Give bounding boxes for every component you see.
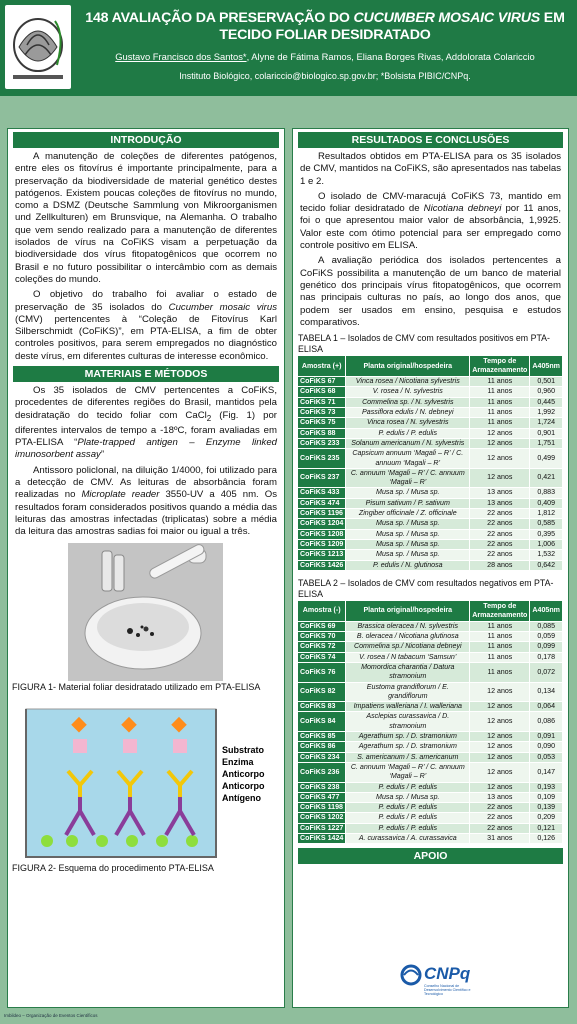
plant-cell: Brassica oleracea / N. sylvestris (346, 621, 470, 631)
table-row (298, 539, 563, 549)
absorbance-cell: 0,445 (530, 397, 563, 407)
left-column (7, 128, 285, 1008)
time-cell: 22 anos (470, 509, 530, 519)
poster-header (0, 0, 577, 96)
time-cell: 11 anos (470, 642, 530, 652)
time-cell: 12 anos (470, 762, 530, 782)
sample-id-cell: CoFiKS 474 (298, 498, 346, 508)
absorbance-cell: 0,901 (530, 428, 563, 438)
sample-id-cell: CoFiKS 76 (298, 662, 346, 682)
sample-id-cell: CoFiKS 1209 (298, 539, 346, 549)
cnpq-logo (400, 962, 480, 998)
table-row (298, 498, 563, 508)
sample-id-cell: CoFiKS 1198 (298, 803, 346, 813)
time-cell: 13 anos (470, 792, 530, 802)
plant-cell: Asclepias curassavica / D. stramonium (346, 712, 470, 732)
footer-credit: Imbildeo – Organização de Eventos Científicos (4, 1013, 98, 1018)
table-row (298, 519, 563, 529)
time-cell: 11 anos (470, 418, 530, 428)
section-heading-metodos: MATERIAIS E MÉTODOS (13, 366, 279, 382)
table-2-header: Tempo de Armazenamento (470, 600, 530, 621)
time-cell: 22 anos (470, 529, 530, 539)
time-cell: 11 anos (470, 662, 530, 682)
plant-cell: Musa sp. / Musa sp. (346, 529, 470, 539)
time-cell: 28 anos (470, 560, 530, 570)
sample-id-cell: CoFiKS 74 (298, 652, 346, 662)
absorbance-cell: 0,883 (530, 488, 563, 498)
table-row (298, 752, 563, 762)
time-cell: 22 anos (470, 803, 530, 813)
plant-cell: Agerathum sp. / D. stramonium (346, 732, 470, 742)
sample-id-cell: CoFiKS 71 (298, 397, 346, 407)
time-cell: 11 anos (470, 408, 530, 418)
table-row (298, 550, 563, 560)
sample-id-cell: CoFiKS 68 (298, 387, 346, 397)
time-cell: 11 anos (470, 377, 530, 387)
sample-id-cell: CoFiKS 88 (298, 428, 346, 438)
affiliation: Instituto Biológico, colariccio@biologico.sp.gov.br; *Bolsista PIBIC/CNPq. (179, 71, 471, 81)
absorbance-cell: 0,642 (530, 560, 563, 570)
absorbance-cell: 0,059 (530, 632, 563, 642)
table-row (298, 387, 563, 397)
time-cell: 12 anos (470, 682, 530, 702)
time-cell: 13 anos (470, 498, 530, 508)
cnpq-logo-subtitle: Conselho Nacional de Desenvolvimento Científico e Tecnológico (424, 984, 471, 997)
table-row (298, 560, 563, 570)
plant-cell: V. rosea / N. sylvestris (346, 387, 470, 397)
time-cell: 22 anos (470, 539, 530, 549)
plant-cell: Pisum sativum / P. sativum (346, 498, 470, 508)
table-row (298, 449, 563, 469)
table-row (298, 813, 563, 823)
absorbance-cell: 1,812 (530, 509, 563, 519)
absorbance-cell: 0,064 (530, 702, 563, 712)
results-paragraph-2: O isolado de CMV-maracujá CoFiKS 73, mantido em tecido foliar desidratado de Nicotiana debneyi por 11 anos, foi o que apresentou maior valor de absorbância, 1,9925. Valor este com ótimo potencial para ser empregado como controle positivo em ELISA. (300, 190, 561, 252)
plant-cell: P. edulis / P. edulis (346, 823, 470, 833)
plant-cell: B. oleracea / Nicotiana glutinosa (346, 632, 470, 642)
time-cell: 12 anos (470, 752, 530, 762)
label-substrato: Substrato (222, 744, 265, 755)
sample-id-cell: CoFiKS 236 (298, 762, 346, 782)
sample-id-cell: CoFiKS 84 (298, 712, 346, 732)
time-cell: 22 anos (470, 519, 530, 529)
absorbance-cell: 0,091 (530, 732, 563, 742)
sample-id-cell: CoFiKS 233 (298, 438, 346, 448)
label-antigeno: Antígeno (222, 792, 261, 803)
table-2-header: Planta original/hospedeira (346, 600, 470, 621)
sample-id-cell: CoFiKS 86 (298, 742, 346, 752)
time-cell: 12 anos (470, 449, 530, 469)
table-row (298, 682, 563, 702)
table-2-header: Amostra (-) (298, 600, 346, 621)
absorbance-cell: 1,992 (530, 408, 563, 418)
absorbance-cell: 0,960 (530, 387, 563, 397)
plant-cell: A. curassavica / A. curassavica (346, 834, 470, 844)
absorbance-cell: 0,421 (530, 468, 563, 488)
absorbance-cell: 0,585 (530, 519, 563, 529)
time-cell: 12 anos (470, 742, 530, 752)
time-cell: 12 anos (470, 712, 530, 732)
table-1-header: Planta original/hospedeira (346, 356, 470, 377)
absorbance-cell: 0,109 (530, 792, 563, 802)
time-cell: 31 anos (470, 834, 530, 844)
table-row (298, 792, 563, 802)
plant-cell: P. edulis / P. edulis (346, 803, 470, 813)
absorbance-cell: 0,072 (530, 662, 563, 682)
sample-id-cell: CoFiKS 238 (298, 782, 346, 792)
plant-cell: Agerathum sp. / D. stramonium (346, 742, 470, 752)
plant-cell: Musa sp. / Musa sp. (346, 792, 470, 802)
plant-cell: C. annuum ‘Magali – R’ / C. annuum ‘Magali – R’ (346, 468, 470, 488)
sample-id-cell: CoFiKS 433 (298, 488, 346, 498)
authors: Gustavo Francisco dos Santos*, Alyne de Fátima Ramos, Eliana Borges Rivas, Addolorata Colariccio (115, 51, 535, 62)
table-1-header: Amostra (+) (298, 356, 346, 377)
plant-cell: Musa sp. / Musa sp. (346, 519, 470, 529)
sample-id-cell: CoFiKS 1202 (298, 813, 346, 823)
table-row (298, 742, 563, 752)
sample-id-cell: CoFiKS 235 (298, 449, 346, 469)
table-row (298, 438, 563, 448)
table-2-header: A405nm (530, 600, 563, 621)
absorbance-cell: 0,121 (530, 823, 563, 833)
right-column (292, 128, 569, 1008)
sample-id-cell: CoFiKS 70 (298, 632, 346, 642)
absorbance-cell: 0,086 (530, 712, 563, 732)
table-1 (297, 355, 563, 571)
absorbance-cell: 0,099 (530, 642, 563, 652)
table-1-caption: TABELA 1 – Isolados de CMV com resultados positivos em PTA-ELISA (298, 333, 550, 355)
plant-cell: Commelina sp./ Nicotiana debneyi (346, 642, 470, 652)
time-cell: 11 anos (470, 632, 530, 642)
table-row (298, 428, 563, 438)
table-row (298, 488, 563, 498)
absorbance-cell: 0,139 (530, 803, 563, 813)
plant-cell: Commelina sp. / N. sylvestris (346, 397, 470, 407)
table-1-header: A405nm (530, 356, 563, 377)
plant-cell: P. edulis / P. edulis (346, 782, 470, 792)
plant-cell: V. rosea / N tabacum ‘Samsun’ (346, 652, 470, 662)
table-row (298, 642, 563, 652)
table-row (298, 662, 563, 682)
sample-id-cell: CoFiKS 477 (298, 792, 346, 802)
plant-cell: Zingiber officinale / Z. officinale (346, 509, 470, 519)
sample-id-cell: CoFiKS 73 (298, 408, 346, 418)
table-row (298, 762, 563, 782)
plant-cell: P. edulis / P. edulis (346, 813, 470, 823)
table-row (298, 621, 563, 631)
figure-1-photo (68, 543, 223, 681)
sample-id-cell: CoFiKS 1227 (298, 823, 346, 833)
intro-text (8, 151, 284, 363)
sample-id-cell: CoFiKS 1426 (298, 560, 346, 570)
label-anticorpo-1: Anticorpo (222, 768, 265, 779)
plant-cell: Passiflora edulis / N. debneyi (346, 408, 470, 418)
plant-cell: Solanum americanum / N. sylvestris (346, 438, 470, 448)
sample-id-cell: CoFiKS 237 (298, 468, 346, 488)
plant-cell: P. edulis / P. edulis (346, 428, 470, 438)
sample-id-cell: CoFiKS 67 (298, 377, 346, 387)
absorbance-cell: 0,209 (530, 813, 563, 823)
section-heading-apoio: APOIO (298, 848, 563, 864)
sample-id-cell: CoFiKS 69 (298, 621, 346, 631)
absorbance-cell: 0,147 (530, 762, 563, 782)
results-paragraph-1: Resultados obtidos em PTA-ELISA para os 35 isolados de CMV, mantidos na CoFiKS, são apresentados nas tabelas 1 e 2. (300, 151, 561, 187)
label-enzima: Enzima (222, 756, 254, 767)
methods-paragraph-2: Antissoro policlonal, na diluição 1/4000, foi utilizado para a detecção de CMV. As leituras de absorbância foram realizadas no Microplate reader 3550-UV a 405 nm. Os resultados foram considerados positivos quando a média das leituras das amostras infectadas (triplicatas) sobre a média da leitura das amostras sadias foi maior ou igual a três. (15, 464, 277, 538)
plant-cell: Capsicum annuum ‘Magali – R’ / C. annuum ‘Magali – R’ (346, 449, 470, 469)
absorbance-cell: 0,134 (530, 682, 563, 702)
plant-cell: Musa sp. / Musa sp. (346, 488, 470, 498)
sample-id-cell: CoFiKS 1204 (298, 519, 346, 529)
absorbance-cell: 1,751 (530, 438, 563, 448)
time-cell: 12 anos (470, 732, 530, 742)
label-anticorpo-2: Anticorpo (222, 780, 265, 791)
figure-1-caption: FIGURA 1- Material foliar desidratado utilizado em PTA-ELISA (12, 681, 261, 692)
sample-id-cell: CoFiKS 1424 (298, 834, 346, 844)
table-row (298, 823, 563, 833)
time-cell: 13 anos (470, 488, 530, 498)
absorbance-cell: 0,090 (530, 742, 563, 752)
time-cell: 22 anos (470, 813, 530, 823)
table-row (298, 468, 563, 488)
table-row (298, 408, 563, 418)
results-paragraph-3: A avaliação periódica dos isolados pertencentes a CoFiKS possibilita a manutenção de um banco de material genético dos principais vírus fitopatogênicos, que ocorrem nas principais culturas no país, ao longo dos anos, que podem ser usados em ensino, pesquisa e estudos comparativos. (300, 255, 561, 328)
plant-cell: S. americanum / S. americanum (346, 752, 470, 762)
table-2 (297, 600, 563, 845)
plant-cell: Vinca rosea / N. sylvestris (346, 418, 470, 428)
figure-2-caption: FIGURA 2- Esquema do procedimento PTA-ELISA (12, 862, 214, 873)
sample-id-cell: CoFiKS 1196 (298, 509, 346, 519)
intro-paragraph-2: O objetivo do trabalho foi avaliar o estado de preservação de 35 isolados do Cucumber mosaic virus (CMV) pertencentes à “Coleção de Fitovírus Karl Silberschmidt (CoFiKS)”, em PTA-ELISA, a fim de obter controles positivos, para serem empregados no diagnóstico deste vírus, em diferentes culturas de interesse econômico. (15, 289, 277, 362)
time-cell: 12 anos (470, 468, 530, 488)
plant-cell: Momordica charantia / Datura stramonium (346, 662, 470, 682)
section-heading-resultados: RESULTADOS E CONCLUSÕES (298, 132, 563, 148)
table-row (298, 834, 563, 844)
absorbance-cell: 0,053 (530, 752, 563, 762)
time-cell: 12 anos (470, 428, 530, 438)
table-row (298, 803, 563, 813)
results-text (293, 151, 568, 329)
poster-title: 148 AVALIAÇÃO DA PRESERVAÇÃO DO CUCUMBER MOSAIC VIRUS EM TECIDO FOLIAR DESIDRATADO (85, 10, 565, 43)
table-row (298, 529, 563, 539)
absorbance-cell: 1,006 (530, 539, 563, 549)
sample-id-cell: CoFiKS 1208 (298, 529, 346, 539)
absorbance-cell: 0,193 (530, 782, 563, 792)
plant-cell: Musa sp. / Musa sp. (346, 539, 470, 549)
table-row (298, 732, 563, 742)
absorbance-cell: 1,724 (530, 418, 563, 428)
table-1-header: Tempo de Armazenamento (470, 356, 530, 377)
sample-id-cell: CoFiKS 82 (298, 682, 346, 702)
plant-cell: Impatiens walleriana / I. walleriana (346, 702, 470, 712)
time-cell: 12 anos (470, 438, 530, 448)
time-cell: 22 anos (470, 823, 530, 833)
table-row (298, 712, 563, 732)
time-cell: 11 anos (470, 397, 530, 407)
plant-cell: Eustoma grandiflorum / E. grandiflorum (346, 682, 470, 702)
plant-cell: Vinca rosea / Nicotiana sylvestris (346, 377, 470, 387)
figure-2-diagram (22, 701, 272, 863)
time-cell: 11 anos (470, 387, 530, 397)
table-row (298, 702, 563, 712)
time-cell: 11 anos (470, 652, 530, 662)
sample-id-cell: CoFiKS 72 (298, 642, 346, 652)
absorbance-cell: 0,499 (530, 449, 563, 469)
absorbance-cell: 0,395 (530, 529, 563, 539)
absorbance-cell: 0,085 (530, 621, 563, 631)
time-cell: 11 anos (470, 621, 530, 631)
sample-id-cell: CoFiKS 85 (298, 732, 346, 742)
table-row (298, 377, 563, 387)
table-2-caption: TABELA 2 – Isolados de CMV com resultados negativos em PTA-ELISA (298, 577, 554, 599)
sample-id-cell: CoFiKS 75 (298, 418, 346, 428)
sample-id-cell: CoFiKS 1213 (298, 550, 346, 560)
time-cell: 12 anos (470, 702, 530, 712)
methods-paragraph-1: Os 35 isolados de CMV pertencentes a CoFiKS, procedentes de diferentes regiões do Brasil, mantidos pela desidratação do tecido foliar com CaCl$_2$ (Fig. 1) por diferentes intervalos de tempo a -18ºC, foram avaliadas em PTA-ELISA “Plate-trapped antigen – Enzyme linked imunosorbent assay” (15, 385, 278, 461)
sample-id-cell: CoFiKS 234 (298, 752, 346, 762)
institution-logo (5, 5, 71, 89)
intro-paragraph-1: A manutenção de coleções de diferentes patógenos, entre eles os fitovírus é importante principalmente, para a preservação da biodiversidade de material genético destes patógenos. Existem poucas coleções de fitovírus no mundo, como a DSMZ (Deutsche Sammlung von Mikroorganismen und Zellkulturen) em Brunsvique, na Alemanha. O trabalho que vem sendo realizado para a manutenção de diferentes isolados de vírus na CoFiKS visam a perpetuação da biodiversidade dos vírus fitopatogênicos que ocorrem no Brasil e no futuro possibilitar o intercâmbio com as demais coleções do mundo. (15, 151, 277, 285)
absorbance-cell: 0,501 (530, 377, 563, 387)
plant-cell: C. annuum ‘Magali – R’ / C. annuum ‘Magali – R’ (346, 762, 470, 782)
cnpq-logo-text: CNPq (424, 964, 471, 983)
table-row (298, 782, 563, 792)
methods-text (8, 385, 284, 538)
time-cell: 12 anos (470, 782, 530, 792)
table-row (298, 652, 563, 662)
plant-cell: Musa sp. / Musa sp. (346, 550, 470, 560)
absorbance-cell: 0,178 (530, 652, 563, 662)
table-row (298, 632, 563, 642)
table-row (298, 418, 563, 428)
absorbance-cell: 0,409 (530, 498, 563, 508)
plant-cell: P. edulis / N. glutinosa (346, 560, 470, 570)
absorbance-cell: 0,126 (530, 834, 563, 844)
section-heading-introducao: INTRODUÇÃO (13, 132, 279, 148)
absorbance-cell: 1,532 (530, 550, 563, 560)
table-row (298, 509, 563, 519)
table-row (298, 397, 563, 407)
sample-id-cell: CoFiKS 83 (298, 702, 346, 712)
time-cell: 22 anos (470, 550, 530, 560)
